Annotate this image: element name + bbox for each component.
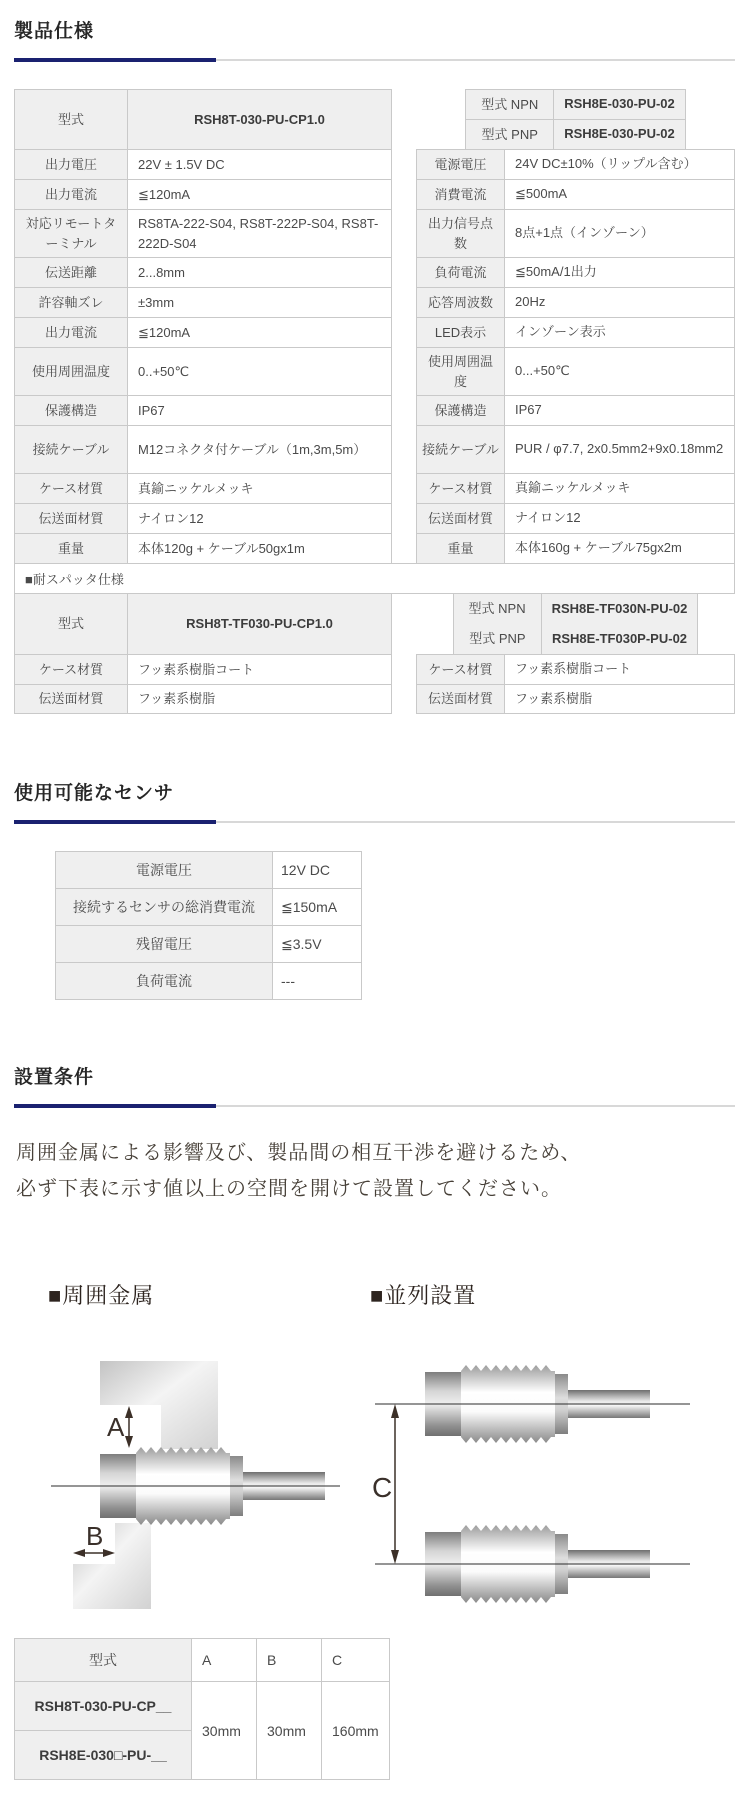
spec-label-left: 使用周囲温度 [14,347,127,395]
spec-row [14,149,735,179]
surrounding-metal-diagram [48,1334,348,1619]
spacing-model-2: RSH8E-030□-PU-__ [15,1731,192,1780]
spacing-header-model: 型式 [15,1639,192,1682]
spec-model-right-pnp: RSH8E-030-PU-02 [553,119,686,149]
spec-value-left: 2...8mm [127,257,392,287]
spec-label-left: 許容軸ズレ [14,287,127,317]
spec-value-left: フッ素系樹脂コート [127,654,392,684]
spec-row [14,533,735,563]
spec-value-left: ≦120mA [127,179,392,209]
table-gap [392,287,416,317]
spec-row [14,317,735,347]
installation-note-line1: 周囲金属による影響及び、製品間の相互干渉を避けるため、 [16,1142,582,1164]
spec-label-right: 型式 NPN [453,594,541,624]
spec-label-left: 型式 [14,594,127,654]
table-gap [392,395,416,425]
divider-blue-line [14,820,216,824]
lower-metal-block [73,1523,151,1609]
spec-value-left: ±3mm [127,287,392,317]
table-gap [392,425,416,473]
sensor-row-value: ≦150mA [273,889,362,926]
spec-row [14,684,735,714]
spec-model-row [14,594,735,654]
table-row [56,852,362,889]
spec-value-right: ≦500mA [504,179,735,209]
spec-value-left: ≦120mA [127,317,392,347]
spec-label-right: 負荷電流 [416,257,504,287]
spacing-value-b: 30mm [257,1682,322,1780]
surrounding-metal-title: ■周囲金属 [48,1283,155,1308]
spec-value-right: インゾーン表示 [504,317,735,347]
sensor-row-value: 12V DC [273,852,362,889]
spacing-value-c: 160mm [322,1682,390,1780]
table-gap [392,209,416,257]
spec-subrow [453,624,698,654]
spec-model-left: RSH8T-030-PU-CP1.0 [127,89,392,149]
table-gap [392,257,416,287]
table-gap [392,317,416,347]
spacing-table [14,1638,390,1780]
installation-diagrams [14,1279,735,1624]
table-header-row [15,1639,390,1682]
table-gap [392,149,416,179]
spec-row [14,179,735,209]
spec-label-right: 伝送面材質 [416,684,504,714]
spec-label-right: 消費電流 [416,179,504,209]
spec-model-right-stack [416,594,735,654]
spec-row [14,347,735,395]
spec-row [14,287,735,317]
spec-value-right: 24V DC±10%（リップル含む） [504,149,735,179]
spec-subrow [465,119,686,149]
spec-value-right: IP67 [504,395,735,425]
spec-value-left: IP67 [127,395,392,425]
sensor-row-label: 残留電圧 [56,926,273,963]
spec-value-left: フッ素系樹脂 [127,684,392,714]
product-spec-title: 製品仕様 [14,21,95,42]
parallel-installation-block [370,1279,730,1624]
spec-label-left: 伝送面材質 [14,503,127,533]
sensor-row-label: 負荷電流 [56,963,273,1000]
spec-label-left: 伝送距離 [14,257,127,287]
spec-value-left: ナイロン12 [127,503,392,533]
spec-label-left: ケース材質 [14,654,127,684]
spec-label-left: 型式 [14,89,127,149]
table-row [56,926,362,963]
spec-value-right: 真鍮ニッケルメッキ [504,473,735,503]
spec-value-left: M12コネクタ付ケーブル（1m,3m,5m） [127,425,392,473]
table-row [56,889,362,926]
spatter-section-row [14,563,735,594]
dimension-c-label: C [372,1472,393,1503]
spacing-header-b: B [257,1639,322,1682]
dimension-a-label: A [107,1412,125,1442]
table-gap [392,684,416,714]
table-gap [392,473,416,503]
spec-model-right-stack [416,89,735,149]
spec-value-left: 真鍮ニッケルメッキ [127,473,392,503]
sensor-row-value: ≦3.5V [273,926,362,963]
spec-value-right: フッ素系樹脂 [504,684,735,714]
spec-label-right: 伝送面材質 [416,503,504,533]
spec-label-right: 型式 PNP [453,624,541,654]
sensor-row-label: 接続するセンサの総消費電流 [56,889,273,926]
table-row [15,1682,390,1731]
spec-row [14,395,735,425]
table-gap [392,533,416,563]
spec-row [14,257,735,287]
sensor-row-value: --- [273,963,362,1000]
spec-model-right-pnp: RSH8E-TF030P-PU-02 [541,624,698,654]
spec-value-left: 0..+50℃ [127,347,392,395]
installation-note [16,1135,735,1207]
parallel-installation-diagram [370,1334,700,1619]
parallel-installation-title: ■並列設置 [370,1283,477,1308]
spec-value-right: 20Hz [504,287,735,317]
spec-table [14,89,735,714]
table-gap [392,347,416,395]
spec-model-row [14,89,735,149]
spec-row [14,209,735,257]
spec-label-left: 伝送面材質 [14,684,127,714]
surrounding-metal-block [48,1279,370,1624]
spec-row [14,473,735,503]
spec-value-left: RS8TA-222-S04, RS8T-222P-S04, RS8T-222D-S04 [127,209,392,257]
section-divider [14,58,735,62]
spec-label-left: 対応リモートターミナル [14,209,127,257]
spec-value-right: 本体160g + ケーブル75gx2m [504,533,735,563]
spec-label-right: 応答周波数 [416,287,504,317]
spacing-model-1: RSH8T-030-PU-CP__ [15,1682,192,1731]
spec-value-left: 22V ± 1.5V DC [127,149,392,179]
spacing-header-a: A [192,1639,257,1682]
spec-label-right: ケース材質 [416,654,504,684]
spec-model-right-npn: RSH8E-030-PU-02 [553,89,686,119]
spec-row [14,503,735,533]
dimension-b-label: B [86,1521,104,1551]
spacing-value-a: 30mm [192,1682,257,1780]
spec-model-right-npn: RSH8E-TF030N-PU-02 [541,594,699,624]
divider-blue-line [14,58,216,62]
spec-label-left: 出力電圧 [14,149,127,179]
spec-value-right: 8点+1点（インゾーン） [504,209,735,257]
spec-model-left: RSH8T-TF030-PU-CP1.0 [127,594,392,654]
spec-label-right: 重量 [416,533,504,563]
section-divider [14,1104,735,1108]
spec-subrow [465,89,686,119]
section-divider [14,820,735,824]
dimension-a-arrow [125,1406,133,1448]
spacing-header-c: C [322,1639,390,1682]
spec-label-right: 型式 NPN [465,89,553,119]
spec-label-left: ケース材質 [14,473,127,503]
usable-sensor-title: 使用可能なセンサ [14,783,175,804]
table-row [56,963,362,1000]
divider-blue-line [14,1104,216,1108]
spec-label-left: 保護構造 [14,395,127,425]
spec-label-right: 接続ケーブル [416,425,504,473]
spec-row [14,425,735,473]
spec-value-right: 0...+50℃ [504,347,735,395]
spec-value-right: ナイロン12 [504,503,735,533]
spec-label-right: 出力信号点数 [416,209,504,257]
spec-label-left: 出力電流 [14,179,127,209]
table-gap [392,89,416,149]
table-gap [392,503,416,533]
spec-label-right: 使用周囲温度 [416,347,504,395]
spec-label-right: ケース材質 [416,473,504,503]
spec-label-right: 保護構造 [416,395,504,425]
spec-label-right: 電源電圧 [416,149,504,179]
spec-label-right: LED表示 [416,317,504,347]
sensor-row-label: 電源電圧 [56,852,273,889]
spec-subrow [453,594,699,624]
spec-value-right: PUR / φ7.7, 2x0.5mm2+9x0.18mm2 [504,425,735,473]
spatter-section-title: ■耐スパッタ仕様 [14,563,735,594]
table-gap [392,594,416,654]
spec-label-left: 接続ケーブル [14,425,127,473]
table-gap [392,654,416,684]
sensor-table [55,851,362,1000]
installation-note-line2: 必ず下表に示す値以上の空間を開けて設置してください。 [16,1178,562,1200]
installation-title: 設置条件 [14,1067,95,1088]
spec-label-left: 重量 [14,533,127,563]
spec-value-right: ≦50mA/1出力 [504,257,735,287]
spec-label-left: 出力電流 [14,317,127,347]
spec-label-right: 型式 PNP [465,119,553,149]
spec-value-left: 本体120g + ケーブル50gx1m [127,533,392,563]
spec-row [14,654,735,684]
spec-value-right: フッ素系樹脂コート [504,654,735,684]
table-gap [392,179,416,209]
